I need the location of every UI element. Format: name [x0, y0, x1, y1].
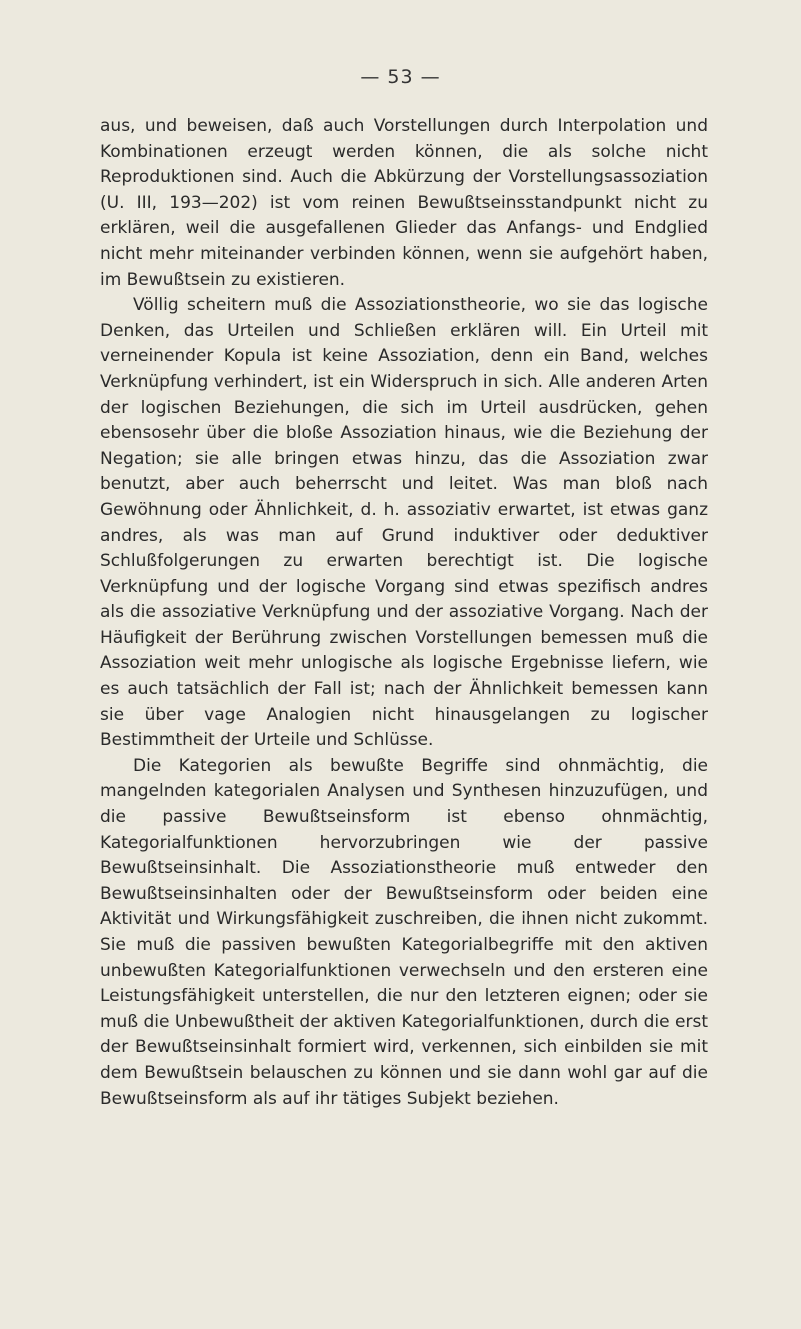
- paragraph-2: Völlig scheitern muß die Assoziationstheorie, wo sie das logische Denken, das Urteilen und Schließen erklären will. Ein Urteil mit verneinender Kopula ist keine Assoziation, denn ein Band, welches Verknüpfung verhindert, ist ein Widerspruch in sich. Alle anderen Arten der logischen Beziehungen, die sich im Urteil ausdrücken, gehen ebensosehr über die bloße Assoziation hinaus, wie die Beziehung der Negation; sie alle bringen etwas hinzu, das die Assoziation zwar benutzt, aber auch beherrscht und leitet. Was man bloß nach Gewöhnung oder Ähnlichkeit, d. h. assoziativ erwartet, ist etwas ganz andres, als was man auf Grund induktiver oder deduktiver Schlußfolgerungen zu erwarten berechtigt ist. Die logische Verknüpfung und der logische Vorgang sind etwas spezifisch andres als die assoziative Verknüpfung und der assoziative Vorgang. Nach der Häufigkeit der Berührung zwischen Vorstellungen bemessen muß die Assoziation weit mehr unlogische als logische Ergebnisse liefern, wie es auch tatsächlich der Fall ist; nach der Ähnlichkeit bemessen kann sie über vage Analogien nicht hinausgelangen zu logischer Bestimmtheit der Urteile und Schlüsse.: [100, 295, 708, 751]
- page-number: — 53 —: [360, 66, 441, 88]
- paragraph-3: Die Kategorien als bewußte Begriffe sind ohnmächtig, die mangelnden kategorialen Analysen und Synthesen hinzuzufügen, und die passive Bewußtseinsform ist ebenso ohnmächtig, Kategorialfunktionen hervorzubringen wie der passive Bewußtseinsinhalt. Die Assoziationstheorie muß entweder den Bewußtseinsinhalten oder der Bewußtseinsform oder beiden eine Aktivität und Wirkungsfähigkeit zuschreiben, die ihnen nicht zukommt. Sie muß die passiven bewußten Kategorialbegriffe mit den aktiven unbewußten Kategorialfunktionen verwechseln und den ersteren eine Leistungsfähigkeit unterstellen, die nur den letzteren eignen; oder sie muß die Unbewußtheit der aktiven Kategorialfunktionen, durch die erst der Bewußtseinsinhalt formiert wird, verkennen, sich einbilden sie mit dem Bewußtsein belauschen zu können und sie dann wohl gar auf die Bewußtseinsform als auf ihr tätiges Subjekt beziehen.: [100, 755, 708, 1109]
- paragraph-1: aus, und beweisen, daß auch Vorstellungen durch Interpolation und Kombinationen erzeugt werden können, die als solche nicht Reproduktionen sind. Auch die Abkürzung der Vorstellungsassoziation (U. III, 193—202) ist vom reinen Bewußtseinsstandpunkt nicht zu erklären, weil die ausgefallenen Glieder das Anfangs- und Endglied nicht mehr miteinander verbinden können, wenn sie aufgehört haben, im Bewußtsein zu existieren.: [100, 116, 708, 290]
- body-text: [100, 114, 708, 1112]
